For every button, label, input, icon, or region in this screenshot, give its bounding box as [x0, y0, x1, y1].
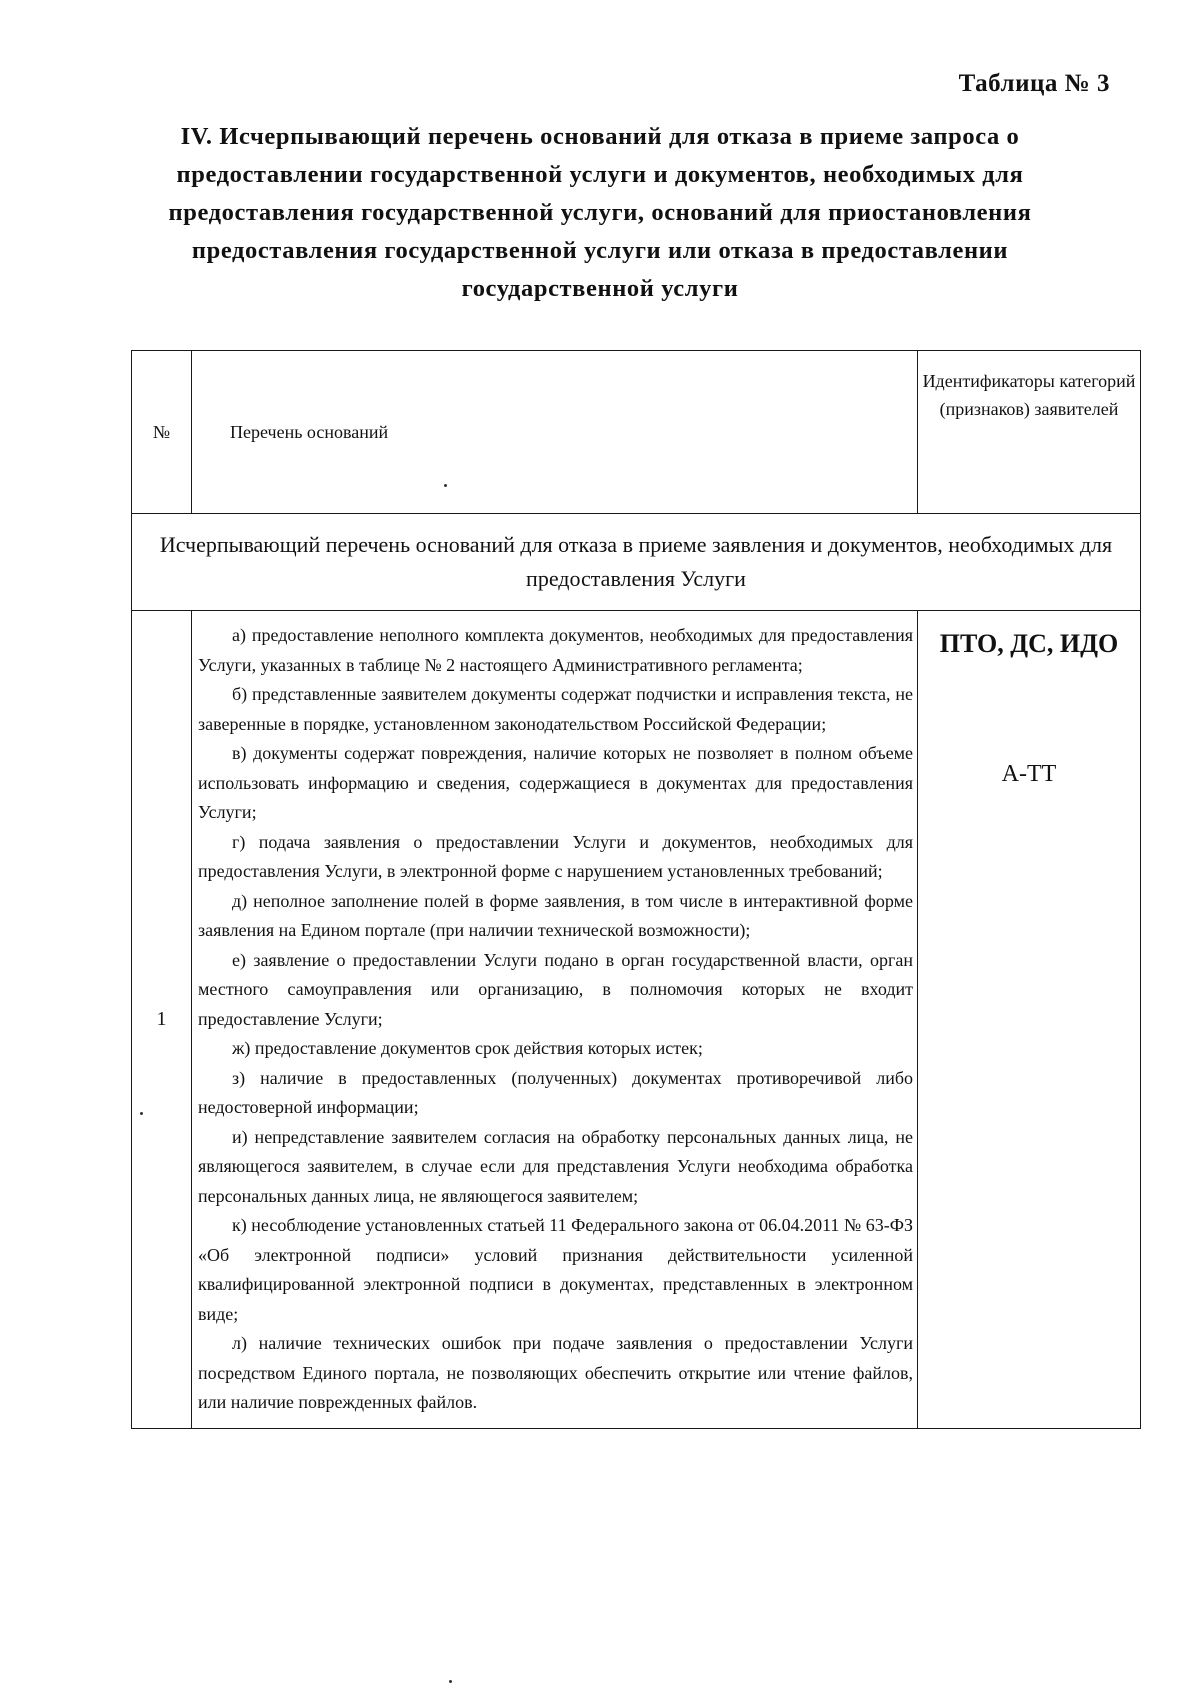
reasons-table	[131, 350, 1141, 1429]
heading-line: предоставления государственной услуги, оснований для приостановления	[168, 199, 1032, 226]
reason-item-b: б) представленные заявителем документы содержат подчистки и исправления текста, не заверенные в порядке, установленном законодательством Российской Федерации;	[198, 684, 913, 734]
reason-item-d: д) неполное заполнение полей в форме заявления, в том числе в интерактивной форме заявления на Едином портале (при наличии технической возможности);	[198, 890, 913, 940]
heading-line: IV. Исчерпывающий перечень оснований для отказа в приеме запроса о	[180, 123, 1020, 150]
section-title-row	[132, 514, 1141, 611]
table-row	[132, 611, 1141, 1429]
scan-speck	[449, 1680, 452, 1683]
reason-item-i: и) непредставление заявителем согласия на обработку персональных данных лица, не являющегося заявителем, в случае если для представления Услуги необходима обработка персональных данных лица, не являющегося заявителем;	[198, 1126, 913, 1206]
heading-line: государственной услуги	[461, 275, 739, 302]
identifier-primary: ПТО, ДС, ИДО	[939, 629, 1119, 658]
reason-item-a: а) предоставление неполного комплекта документов, необходимых для предоставления Услуги, указанных в таблице № 2 настоящего Административного регламента;	[198, 625, 913, 675]
row-number: 1	[132, 611, 192, 1429]
header-number: №	[132, 351, 192, 514]
row-identifiers	[918, 611, 1141, 1429]
heading-line: предоставлении государственной услуги и документов, необходимых для	[176, 161, 1024, 188]
reason-item-l: л) наличие технических ошибок при подаче заявления о предоставлении Услуги посредством Единого портала, не позволяющих обеспечить открытие или чтение файлов, или наличие поврежденных файлов.	[198, 1333, 913, 1412]
reason-item-e: е) заявление о предоставлении Услуги подано в орган государственной власти, орган местного самоуправления или организацию, в полномочия которых не входит предоставление Услуги;	[198, 949, 913, 1029]
identifier-secondary: А-ТТ	[1001, 761, 1057, 787]
reason-item-g: г) подача заявления о предоставлении Услуги и документов, необходимых для предоставления Услуги, в электронной форме с нарушением установленных требований;	[198, 831, 913, 881]
section-title: Исчерпывающий перечень оснований для отказа в приеме заявления и документов, необходимых для предоставления Услуги	[132, 514, 1141, 611]
table-header-row	[132, 351, 1141, 514]
section-heading	[110, 118, 1090, 308]
reason-item-k: к) несоблюдение установленных статьей 11 Федерального закона от 06.04.2011 № 63-ФЗ «Об электронной подписи» условий признания действительности усиленной квалифицированной электронной подписи в документах, представленных в электронном виде;	[198, 1215, 913, 1324]
table-number-label: Таблица № 3	[958, 70, 1110, 97]
header-reasons: Перечень оснований	[192, 351, 918, 514]
reason-item-z: з) наличие в предоставленных (полученных) документах противоречивой либо недостоверной информации;	[198, 1067, 913, 1117]
heading-line: предоставления государственной услуги или отказа в предоставлении	[191, 237, 1009, 264]
header-identifiers: Идентификаторы категорий (признаков) заявителей	[918, 351, 1141, 514]
reason-item-zh: ж) предоставление документов срок действия которых истек;	[232, 1038, 703, 1058]
scan-speck	[140, 1112, 143, 1115]
reason-item-v: в) документы содержат повреждения, наличие которых не позволяет в полном объеме использовать информацию и сведения, содержащиеся в документах для предоставления Услуги;	[198, 743, 913, 822]
row-reasons	[192, 611, 918, 1429]
scan-speck	[444, 484, 447, 487]
